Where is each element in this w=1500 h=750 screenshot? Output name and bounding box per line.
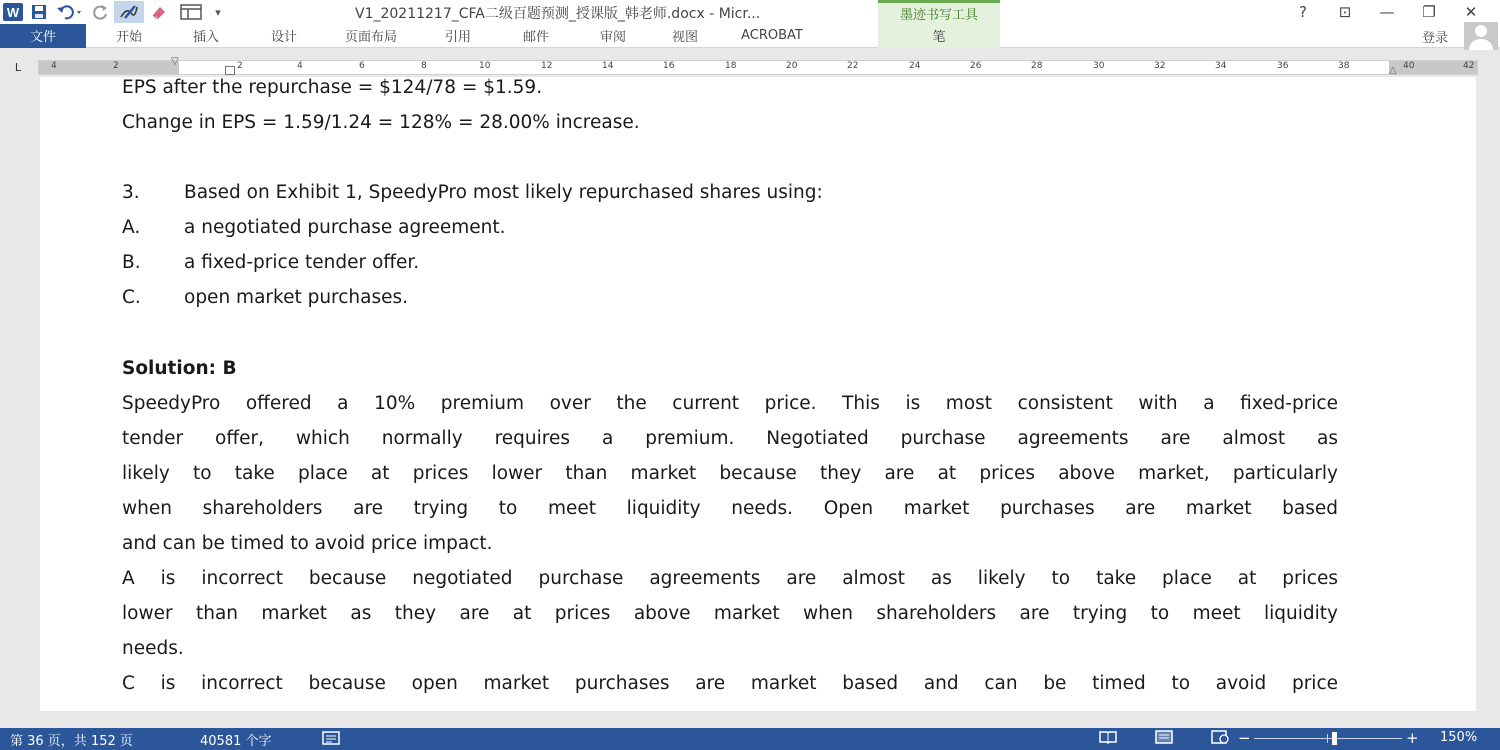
eps-calculation-line: EPS after the repurchase = $124/78 = $1.59.	[122, 77, 543, 98]
tab-review[interactable]: 审阅	[599, 30, 626, 45]
option-letter: A.	[122, 217, 141, 238]
a-incorrect-line: A is incorrect because negotiated purchase agreements are almost as likely to take place at prices	[122, 568, 1338, 589]
tab-file[interactable]: 文件	[0, 24, 86, 48]
solution-line: when shareholders are trying to meet liquidity needs. Open market purchases are market based	[122, 498, 1338, 519]
solution-heading: Solution: B	[122, 358, 237, 379]
page-count[interactable]: 第 36 页，共 152 页	[10, 734, 133, 749]
document-canvas	[0, 77, 1500, 728]
quick-access-toolbar	[0, 0, 228, 24]
a-incorrect-line: lower than market as they are at prices above market when shareholders are trying to meet liquidity	[122, 603, 1338, 624]
tab-acrobat[interactable]: ACROBAT	[741, 28, 803, 43]
tab-references[interactable]: 引用	[444, 30, 471, 45]
ribbon-tab-bar	[0, 24, 1500, 48]
title-bar	[0, 0, 1500, 24]
option-text: a fixed-price tender offer.	[184, 252, 420, 273]
zoom-slider-thumb[interactable]	[1332, 732, 1337, 745]
tab-page-layout[interactable]: 页面布局	[344, 30, 397, 45]
solution-line: tender offer, which normally requires a premium. Negotiated purchase agreements are almost as	[122, 428, 1338, 449]
zoom-out-button[interactable]: −	[1238, 729, 1251, 747]
tab-home[interactable]: 开始	[115, 30, 142, 45]
document-page[interactable]	[40, 77, 1476, 711]
zoom-in-button[interactable]: +	[1406, 729, 1419, 747]
ruler-number: 10	[479, 61, 491, 71]
layout-icon[interactable]	[174, 1, 208, 23]
word-app-icon[interactable]: W	[0, 1, 26, 23]
document-title: V1_20211217_CFA二级百题预测_授课版_韩老师.docx - Micr...	[355, 6, 761, 22]
word-count[interactable]: 40581 个字	[200, 734, 272, 749]
zoom-level[interactable]: 150%	[1440, 730, 1478, 745]
tab-insert[interactable]: 插入	[192, 30, 219, 45]
question-number: 3.	[122, 182, 140, 203]
customize-qat-icon[interactable]: ▾	[215, 5, 221, 19]
ink-tools-contextual-label: 墨迹书写工具	[878, 0, 1000, 24]
ruler-number: 18	[725, 61, 737, 71]
save-icon[interactable]	[26, 1, 52, 23]
pen-icon[interactable]	[114, 1, 144, 23]
tab-view[interactable]: 视图	[671, 30, 698, 45]
first-line-indent-marker[interactable]: ▽	[171, 56, 179, 67]
read-mode-icon[interactable]	[1080, 730, 1136, 748]
status-bar	[0, 728, 1500, 750]
tab-design[interactable]: 设计	[270, 30, 297, 45]
ruler-number: 12	[541, 61, 553, 71]
ruler-number: 16	[663, 61, 675, 71]
ruler-number: 26	[970, 61, 982, 71]
print-layout-icon[interactable]	[1136, 730, 1192, 748]
a-incorrect-line: needs.	[122, 638, 184, 659]
tab-mailings[interactable]: 邮件	[522, 30, 549, 45]
ribbon-display-options-button[interactable]: ⊡	[1338, 3, 1352, 21]
eraser-icon[interactable]	[144, 1, 174, 23]
ruler-number: 36	[1277, 61, 1289, 71]
hanging-indent-marker[interactable]	[225, 66, 235, 75]
window-controls	[1282, 0, 1492, 24]
undo-icon[interactable]	[52, 1, 88, 23]
ruler-number: 14	[602, 61, 614, 71]
avatar[interactable]	[1464, 22, 1498, 50]
login-link[interactable]: 登录	[1421, 31, 1448, 46]
ruler-number: 4	[51, 61, 57, 71]
ruler-number: 34	[1215, 61, 1227, 71]
solution-line: likely to take place at prices lower than market because they are at prices above market, particularly	[122, 463, 1338, 484]
redo-icon[interactable]	[88, 1, 114, 23]
option-text: open market purchases.	[184, 287, 409, 308]
tab-pens[interactable]: 笔	[878, 24, 1000, 48]
minimize-button[interactable]: —	[1379, 3, 1395, 21]
ruler-number: 38	[1338, 61, 1350, 71]
ruler-number: 42	[1463, 61, 1475, 71]
ruler-number: 8	[421, 61, 427, 71]
right-indent-marker[interactable]: △	[1389, 65, 1397, 76]
question-text: Based on Exhibit 1, SpeedyPro most likely repurchased shares using:	[184, 182, 823, 203]
zoom-slider-track[interactable]	[1254, 738, 1402, 739]
option-letter: B.	[122, 252, 141, 273]
ruler-number: 6	[359, 61, 365, 71]
help-button[interactable]: ?	[1299, 3, 1307, 21]
horizontal-ruler-area	[0, 57, 1500, 77]
ruler-number: 20	[786, 61, 798, 71]
ruler-number: 28	[1031, 61, 1043, 71]
ruler-number: 2	[237, 61, 243, 71]
ruler-number: 4	[297, 61, 303, 71]
solution-line: SpeedyPro offered a 10% premium over the current price. This is most consistent with a fixed-price	[122, 393, 1338, 414]
view-buttons	[1080, 730, 1248, 748]
maximize-button[interactable]: ❐	[1422, 3, 1436, 21]
tab-selector[interactable]: L	[14, 60, 22, 74]
ruler-number: 30	[1093, 61, 1105, 71]
eps-change-line: Change in EPS = 1.59/1.24 = 128% = 28.00% increase.	[122, 112, 640, 133]
ruler-number: 24	[909, 61, 921, 71]
horizontal-ruler[interactable]	[38, 56, 1478, 76]
option-letter: C.	[122, 287, 141, 308]
ruler-number: 22	[847, 61, 859, 71]
proofing-icon[interactable]	[322, 731, 340, 749]
ruler-number: 32	[1154, 61, 1166, 71]
c-incorrect-line: C is incorrect because open market purchases are market based and can be timed to avoid price	[122, 673, 1338, 694]
ruler-number: 40	[1403, 61, 1415, 71]
close-button[interactable]: ✕	[1464, 3, 1478, 21]
option-text: a negotiated purchase agreement.	[184, 217, 506, 238]
ruler-number: 2	[113, 61, 119, 71]
solution-line: and can be timed to avoid price impact.	[122, 533, 493, 554]
